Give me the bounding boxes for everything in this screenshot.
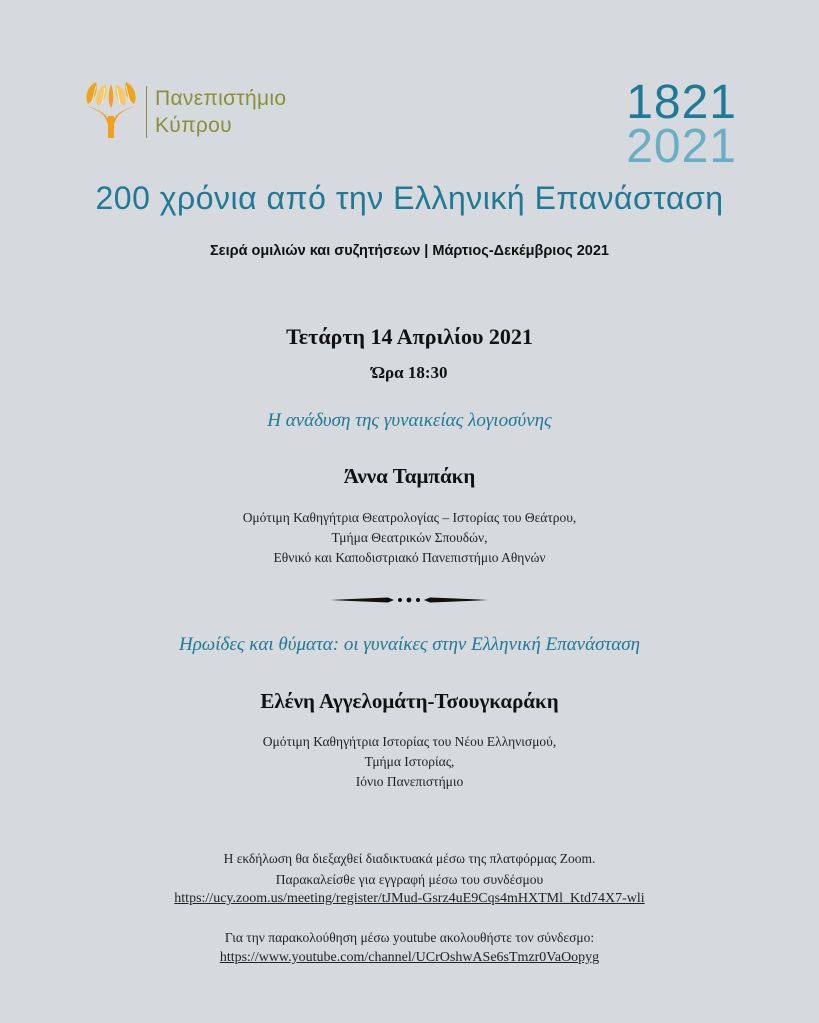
youtube-info: Για την παρακολούθηση μέσω youtube ακολουθήστε τον σύνδεσμο: xyxy=(224,930,595,945)
series-subtitle: Σειρά ομιλιών και συζητήσεων | Μάρτιος-Δεκέμβριος 2021 xyxy=(209,243,609,259)
speaker-1-name: Άννα Ταμπάκη xyxy=(343,464,476,488)
speaker-2-name: Ελένη Αγγελομάτη-Τσουγκαράκη xyxy=(260,689,559,713)
speaker-1-affiliation-line: Εθνικό και Καποδιστριακό Πανεπιστήμιο Αθηνών xyxy=(273,550,546,565)
speaker-2-affiliation xyxy=(0,732,819,792)
speaker-1-affiliation xyxy=(0,508,819,568)
zoom-info-line: Η εκδήλωση θα διεξαχθεί διαδικτυακά μέσω της πλατφόρμας Zoom. xyxy=(223,851,596,866)
zoom-info-line: Παρακαλείσθε για εγγραφή μέσω του συνδέσμου xyxy=(275,872,544,887)
zoom-registration-link[interactable]: https://ucy.zoom.us/meeting/register/tJMud-Gsrz4uE9Cqs4mHXTMl_Ktd74X7-wli xyxy=(174,891,645,906)
speaker-2-affiliation-line: Τμήμα Ιστορίας, xyxy=(364,754,455,769)
university-tree-logo-icon xyxy=(82,80,140,140)
talk-2-title: Ηρωίδες και θύματα: οι γυναίκες στην Ελληνική Επανάσταση xyxy=(178,634,641,655)
event-time: Ώρα 18:30 xyxy=(371,363,448,382)
main-title: 200 χρόνια από την Ελληνική Επανάσταση xyxy=(95,180,724,216)
talk-1-title: Η ανάδυση της γυναικείας λογιοσύνης xyxy=(267,410,552,431)
year-end: 2021 xyxy=(626,120,737,173)
university-name-line2: Κύπρου xyxy=(155,114,232,137)
speaker-1-affiliation-line: Τμήμα Θεατρικών Σπουδών, xyxy=(331,530,488,545)
logo-divider xyxy=(146,86,147,138)
zoom-info xyxy=(0,848,819,890)
speaker-1-affiliation-line: Ομότιμη Καθηγήτρια Θεατρολογίας – Ιστορίας του Θεάτρου, xyxy=(242,510,577,525)
year-start: 1821 xyxy=(626,76,737,129)
event-date: Τετάρτη 14 Απριλίου 2021 xyxy=(286,324,533,349)
speaker-2-affiliation-line: Ομότιμη Καθηγήτρια Ιστορίας του Νέου Ελληνισμού, xyxy=(262,734,557,749)
ornament-divider-icon xyxy=(330,593,488,607)
youtube-channel-link[interactable]: https://www.youtube.com/channel/UCrOshwASe6sTmzr0VaOopyg xyxy=(219,950,600,965)
speaker-2-affiliation-line: Ιόνιο Πανεπιστήμιο xyxy=(355,774,464,789)
university-name-line1: Πανεπιστήμιο xyxy=(155,87,287,110)
